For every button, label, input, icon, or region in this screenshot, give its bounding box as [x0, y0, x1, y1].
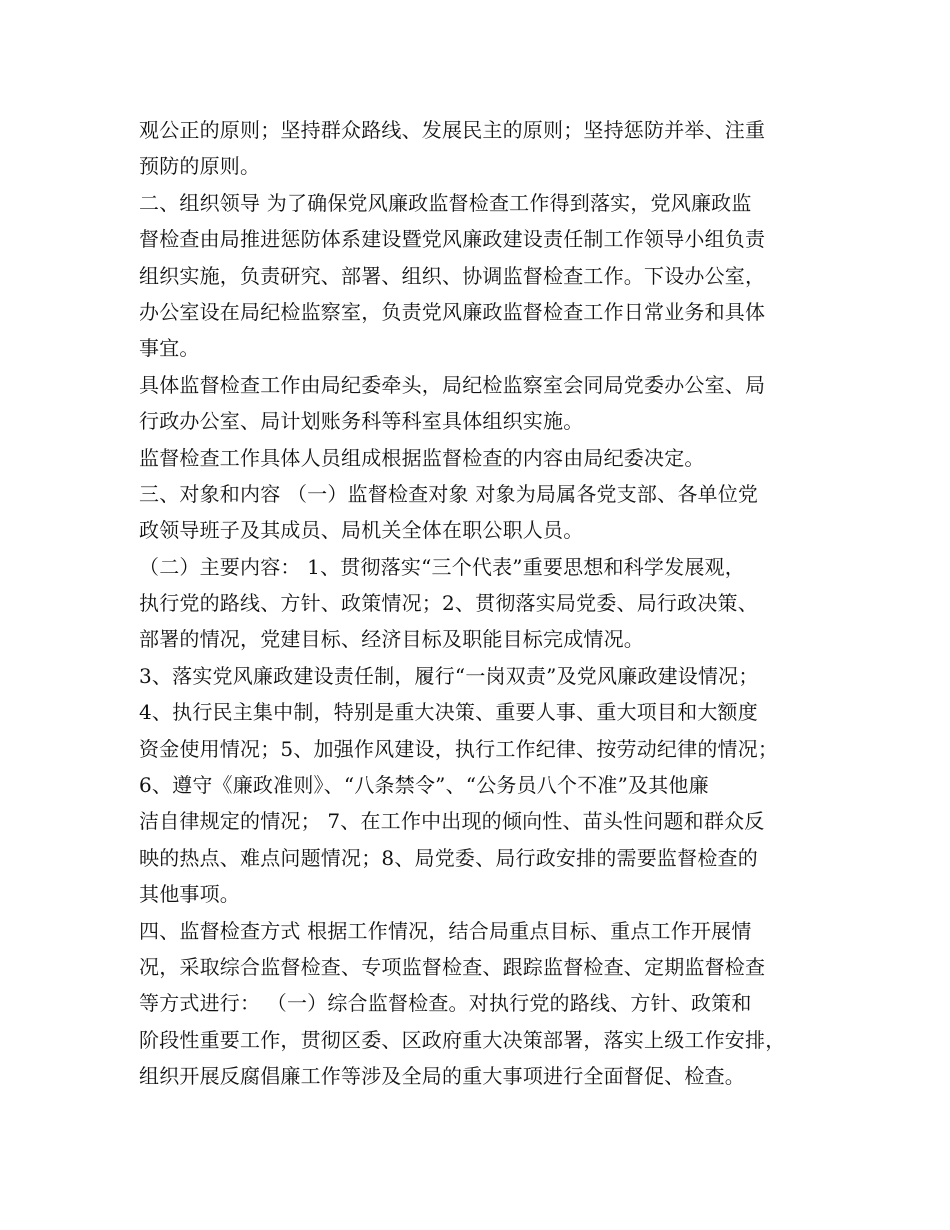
text-line: 监督检查工作具体人员组成根据监督检查的内容由局纪委决定。: [139, 445, 705, 470]
text-line: 况，采取综合监督检查、专项监督检查、跟踪监督检查、定期监督检查: [139, 954, 766, 979]
text-line: 4、执行民主集中制，特别是重大决策、重要人事、重大项目和大额度: [139, 700, 758, 725]
text-line: 事宜。: [139, 336, 200, 361]
text-line: 观公正的原则；坚持群众路线、发展民主的原则；坚持惩防并举、注重: [139, 118, 766, 142]
text-line: 其他事项。: [139, 882, 240, 907]
text-line: 行政办公室、局计划账务科等科室具体组织实施。: [139, 409, 584, 434]
text-line: 洁自律规定的情况； 7、在工作中出现的倾向性、苗头性问题和群众反: [139, 809, 765, 834]
text-line: 等方式进行： （一）综合监督检查。对执行党的路线、方针、政策和: [139, 991, 752, 1016]
text-line: （二）主要内容： 1、贯彻落实“三个代表”重要思想和科学发展观，: [139, 554, 745, 579]
text-line: 3、落实党风廉政建设责任制，履行“一岗双责”及党风廉政建设情况；: [139, 663, 759, 688]
text-line: 6、遵守《廉政准则》、“八条禁令”、“公务员八个不准”及其他廉: [139, 773, 709, 798]
text-line: 预防的原则。: [139, 154, 261, 179]
section-heading-line: 二、组织领导 为了确保党风廉政监督检查工作得到落实，党风廉政监: [139, 190, 752, 215]
text-line: 阶段性重要工作，贯彻区委、区政府重大决策部署，落实上级工作安排，: [139, 1027, 786, 1052]
text-line: 映的热点、难点问题情况；8、局党委、局行政安排的需要监督检查的: [139, 845, 758, 870]
text-line: 部署的情况，党建目标、经济目标及职能目标完成情况。: [139, 627, 644, 652]
text-line: 资金使用情况；5、加强作风建设，执行工作纪律、按劳动纪律的情况；: [139, 736, 779, 761]
text-line: 组织开展反腐倡廉工作等涉及全局的重大事项进行全面督促、检查。: [139, 1064, 745, 1089]
text-line: 办公室设在局纪检监察室，负责党风廉政监督检查工作日常业务和具体: [139, 299, 766, 324]
text-line: 政领导班子及其成员、局机关全体在职公职人员。: [139, 518, 584, 543]
text-line: 执行党的路线、方针、政策情况；2、贯彻落实局党委、局行政决策、: [139, 591, 758, 616]
document-body: [139, 112, 829, 1095]
section-heading-line: 四、监督检查方式 根据工作情况，结合局重点目标、重点工作开展情: [139, 918, 752, 943]
text-line: 具体监督检查工作由局纪委牵头，局纪检监察室会同局党委办公室、局: [139, 372, 766, 397]
text-line: 督检查由局推进惩防体系建设暨党风廉政建设责任制工作领导小组负责: [139, 227, 766, 252]
section-heading-line: 三、对象和内容 （一）监督检查对象 对象为局属各党支部、各单位党: [139, 481, 759, 506]
text-line: 组织实施，负责研究、部署、组织、协调监督检查工作。下设办公室，: [139, 263, 766, 288]
